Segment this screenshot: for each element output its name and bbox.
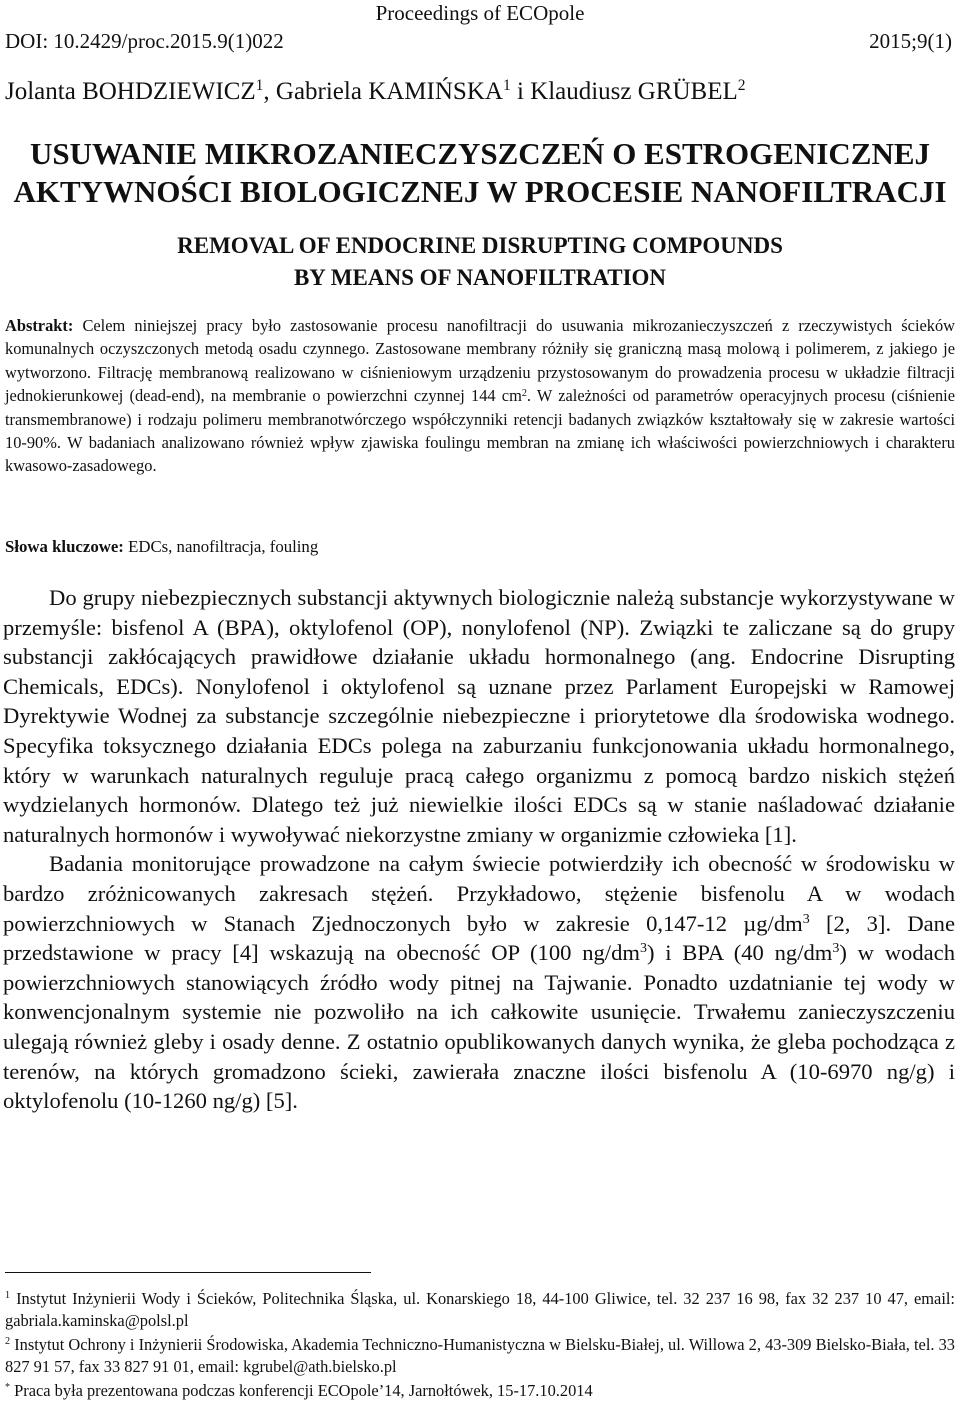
paragraph-text: ) w wodach powierzchniowych stanowiących źródło wody pitnej na Tajwanie. Ponadto uzdatnianie tej wody w konwencjonalnym systemie nie pozwoliło na ich całkowite usunięcie. Trwałemu zanieczyszczeniu ulegają również gleby i osady denne. Z ostatnio opublikowanych danych wynika, że gleba pochodząca z terenów, na których gromadzono ścieki, zawierała znaczne ilości bisfenolu A (10-6970 ng/g) i oktylofenolu (10-1260 ng/g) [5]. bbox=[3, 940, 955, 1114]
author-separator: , bbox=[263, 78, 276, 105]
superscript: 2 bbox=[521, 387, 527, 399]
paragraph-text: [2, 3]. Dane przedstawione w pracy [4] wskazują na obecność OP (100 ng/dm bbox=[3, 910, 955, 966]
footnote-divider bbox=[5, 1272, 371, 1273]
footnotes bbox=[5, 1288, 955, 1404]
author-separator: i bbox=[510, 78, 531, 105]
paragraph-text: Badania monitorujące prowadzone na całym świecie potwierdziły ich obecność w środowisku w bardzo zróżnicowanych zakresach stężeń. Przykładowo, stężenie bisfenolu A w wodach powierzchniowych w Stanach Zjednoczonych było w zakresie 0,147-12 µg/dm bbox=[3, 851, 955, 936]
issue-number: 2015;9(1) bbox=[869, 29, 952, 53]
abstract bbox=[5, 314, 955, 478]
keywords bbox=[5, 536, 955, 558]
main-text bbox=[3, 583, 955, 1116]
footnote-text: Instytut Ochrony i Inżynierii Środowiska, Akademia Techniczno-Humanistyczna w Bielsku-Białej, ul. Willowa 2, 43-309 Bielsko-Biała, tel. 33 827 91 57, fax 33 827 91 01, email: kgrubel@ath.bielsko.pl bbox=[5, 1335, 955, 1376]
title-line: BY MEANS OF NANOFILTRATION bbox=[293, 265, 667, 290]
author-name: Gabriela KAMIŃSKA bbox=[275, 78, 503, 105]
author-list bbox=[5, 76, 746, 108]
superscript: 3 bbox=[832, 941, 840, 957]
paragraph-text: ) i BPA (40 ng/dm bbox=[646, 940, 833, 966]
doi: DOI: 10.2429/proc.2015.9(1)022 bbox=[5, 29, 284, 53]
keywords-text: EDCs, nanofiltracja, fouling bbox=[123, 537, 319, 556]
proceedings-header: Proceedings of ECOpole bbox=[375, 1, 585, 25]
author-name: Klaudiusz GRÜBEL bbox=[530, 78, 738, 105]
title-polish bbox=[0, 135, 960, 211]
abstract-text: Celem niniejszej pracy było zastosowanie procesu nanofiltracji do usuwania mikrozanieczyszczeń z rzeczywistych ścieków komunalnych oczyszczonych metodą osadu czynnego. Zastosowane membrany różniły się graniczną masą molową i polimerem, z jakiego je wytworzono. Filtrację membranową realizowano w ciśnieniowym urządzeniu przystosowanym do prowadzenia procesu w układzie filtracji jednokierunkowej (dead-end), na membranie o powierzchni czynnej 144 cm bbox=[5, 316, 955, 406]
abstract-label: Abstrakt: bbox=[5, 316, 74, 335]
footnote-text: Instytut Inżynierii Wody i Ścieków, Politechnika Śląska, ul. Konarskiego 18, 44-100 Gliwice, tel. 32 237 16 98, fax 32 237 10 47, email: gabriala.kaminska@polsl.pl bbox=[5, 1289, 955, 1330]
affiliation-marker: 1 bbox=[255, 77, 264, 95]
footnote bbox=[5, 1380, 955, 1402]
footnote-marker: 1 bbox=[5, 1290, 11, 1302]
footnote-text: Praca była prezentowana podczas konferencji ECOpole’14, Jarnołtówek, 15-17.10.2014 bbox=[10, 1381, 593, 1400]
keywords-label: Słowa kluczowe: bbox=[5, 537, 124, 556]
footnote bbox=[5, 1288, 955, 1332]
footnote bbox=[5, 1334, 955, 1378]
paragraph bbox=[3, 849, 955, 1115]
affiliation-marker: 2 bbox=[737, 77, 746, 95]
title-line: REMOVAL OF ENDOCRINE DISRUPTING COMPOUNDS bbox=[177, 233, 783, 258]
author-name: Jolanta BOHDZIEWICZ bbox=[5, 78, 256, 105]
footnote-marker: 2 bbox=[5, 1336, 11, 1348]
title-english bbox=[0, 230, 960, 294]
title-line: USUWANIE MIKROZANIECZYSZCZEŃ O ESTROGENICZNEJ bbox=[29, 136, 931, 171]
affiliation-marker: 1 bbox=[502, 77, 511, 95]
paragraph: Do grupy niebezpiecznych substancji aktywnych biologicznie należą substancje wykorzystywane w przemyśle: bisfenol A (BPA), oktylofenol (OP), nonylofenol (NP). Związki te zaliczane są do grupy substancji zakłócających prawidłowe działanie układu hormonalnego (ang. Endocrine Disrupting Chemicals, EDCs). Nonylofenol i oktylofenol są uznane przez Parlament Europejski w Ramowej Dyrektywie Wodnej za substancje szczególnie niebezpieczne i priorytetowe dla środowiska wodnego. Specyfika toksycznego działania EDCs polega na zaburzaniu funkcjonowania układu hormonalnego, który w warunkach naturalnych reguluje pracą całego organizmu z pomocą bardzo niskich stężeń wydzielanych hormonów. Dlatego też już niewielkie ilości EDCs są w stanie naśladować działanie naturalnych hormonów i wywoływać niekorzystne zmiany w organizmie człowieka [1]. bbox=[3, 585, 955, 847]
abstract-text: . W zależności od parametrów operacyjnych procesu (ciśnienie transmembranowe) i rodzaju polimeru membranotwórczego współczynniki retencji badanych związków kształtowały się w zakresie wartości 10-90%. W badaniach analizowano również wpływ zjawiska foulingu membran na zmianę ich właściwości powierzchniowych i charakteru kwasowo-zasadowego. bbox=[5, 386, 955, 476]
superscript: 3 bbox=[639, 941, 647, 957]
footnote-marker: * bbox=[5, 1382, 11, 1394]
superscript: 3 bbox=[802, 911, 810, 927]
title-line: AKTYWNOŚCI BIOLOGICZNEJ W PROCESIE NANOFILTRACJI bbox=[13, 174, 947, 209]
